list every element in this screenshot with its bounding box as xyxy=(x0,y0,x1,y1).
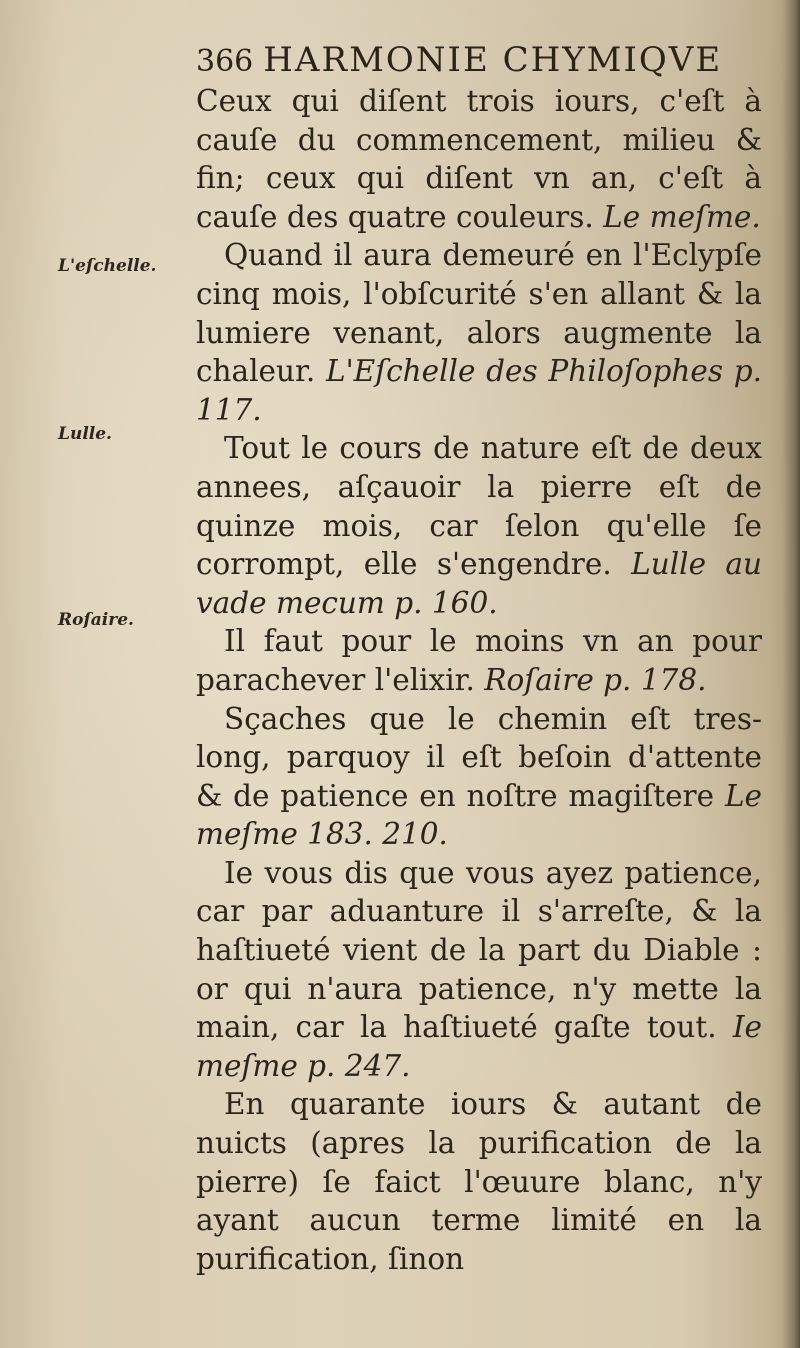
paragraph-text: Il faut pour le moins vn an pour parachever l'elixir. xyxy=(196,624,762,697)
margin-note-rosaire: Roſaire. xyxy=(58,610,134,630)
paragraph-text: Quand il aura demeuré en l'Eclypſe cinq mois, l'obſcurité s'en allant & la lumiere venant, alors augmente la chaleur. xyxy=(196,238,762,389)
paragraph-text: Ceux qui diſent trois iours, c'eſt à cauſe du commencement, milieu & fin; ceux qui diſent vn an, c'eſt à cauſe des quatre couleurs. xyxy=(196,84,762,234)
page-number: 366 xyxy=(196,44,254,79)
citation: Le meſme. xyxy=(603,199,761,234)
margin-note-eschelle: L'eſchelle. xyxy=(58,256,157,276)
paragraph-text: En quarante iours & autant de nuicts (apres la purification de la pierre) ſe faict l'œuure blanc, n'y ayant aucun terme limité en la purification, ſinon xyxy=(196,1087,762,1276)
paragraph-text: Ie vous dis que vous ayez patience, car par aduanture il s'arreſte, & la haſtiueté vient de la part du Diable : or qui n'aura patience, n'y mette la main, car la haſtiueté gaſte tout. xyxy=(196,855,762,1045)
citation: Ie meſme p. 247. xyxy=(196,1010,762,1083)
paragraph xyxy=(196,429,762,622)
paragraph xyxy=(196,700,762,854)
citation: L'Eſchelle des Philoſophes p. 117. xyxy=(196,354,762,427)
paragraph xyxy=(196,236,762,429)
citation: Le meſme 183. 210. xyxy=(196,778,762,852)
citation: Roſaire p. 178. xyxy=(484,662,707,697)
margin-note-lulle: Lulle. xyxy=(58,424,112,444)
paragraph xyxy=(196,1085,762,1278)
paragraph xyxy=(196,82,762,236)
paragraph-text: Sçaches que le chemin eſt tres-long, parquoy il eſt beſoin d'attente & de patience en noſtre magiſtere xyxy=(196,701,762,813)
citation: Lulle au vade mecum p. 160. xyxy=(196,547,762,620)
running-title: HARMONIE CHYMIQVE xyxy=(263,40,723,80)
paragraph xyxy=(196,622,762,699)
page-header xyxy=(196,40,756,88)
paragraph-text: Tout le cours de nature eſt de deux annees, aſçauoir la pierre eſt de quinze mois, car ſelon qu'elle ſe corrompt, elle s'engendre. xyxy=(196,431,762,582)
body-text xyxy=(196,82,762,1278)
paragraph xyxy=(196,854,762,1086)
